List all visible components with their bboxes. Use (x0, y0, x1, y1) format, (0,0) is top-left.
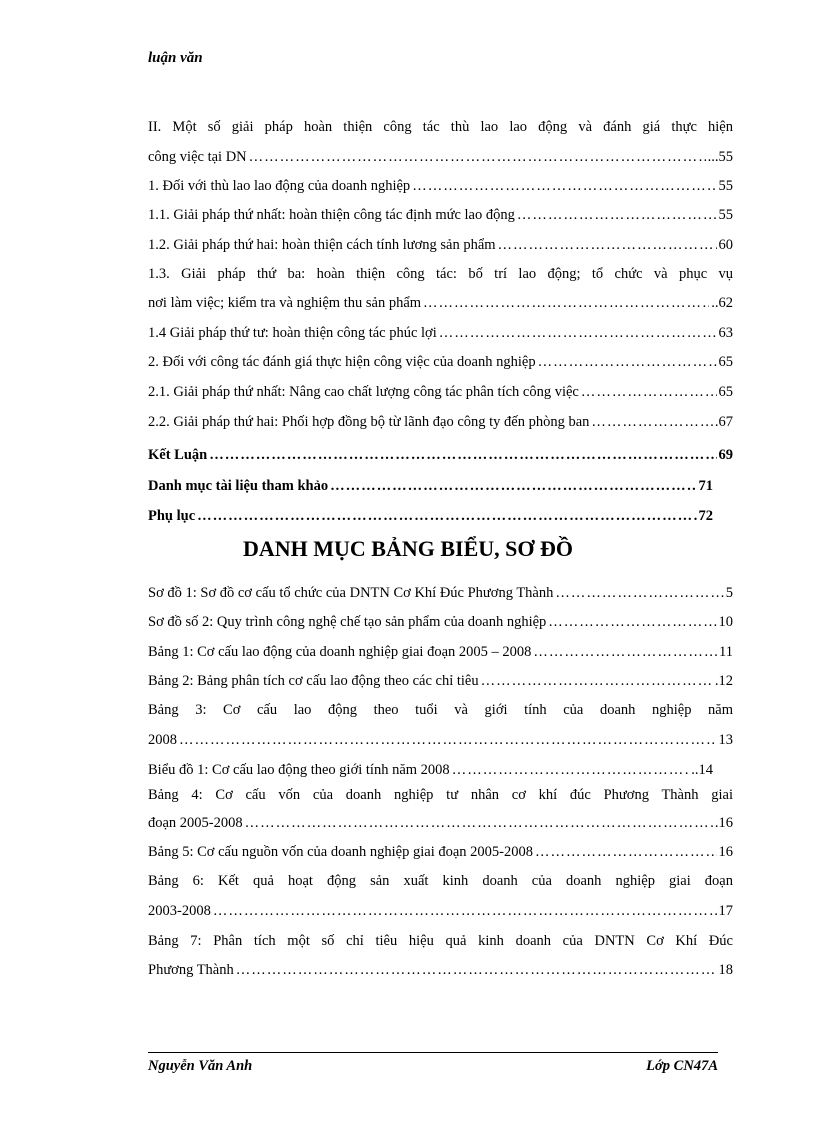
dot-leader (423, 293, 709, 313)
toc-entry[interactable] (148, 642, 733, 662)
entry-title: 2.2. Giải pháp thứ hai: Phối hợp đồng bộ từ lãnh đạo công ty đến phòng ban (148, 414, 590, 430)
page-number: 65 (718, 354, 733, 370)
dot-leader (209, 445, 716, 465)
footer-author: Nguyễn Văn Anh (148, 1058, 253, 1074)
dot-leader (412, 176, 716, 196)
dot-leader (179, 730, 717, 750)
toc-entry[interactable] (148, 476, 713, 496)
entry-title: 2. Đối với công tác đánh giá thực hiện công việc của doanh nghiệp (148, 354, 536, 370)
page-number: ..14 (691, 762, 713, 778)
toc-entry[interactable] (148, 760, 713, 780)
dot-leader (236, 960, 717, 980)
toc-entry[interactable] (148, 412, 733, 432)
toc-entry[interactable] (148, 960, 733, 980)
toc-entry[interactable] (148, 205, 733, 225)
toc-entry[interactable] (148, 382, 733, 402)
running-header: luận văn (148, 50, 203, 66)
entry-title: Danh mục tài liệu tham khảo (148, 478, 329, 494)
page-number: 17 (718, 903, 733, 919)
page-number: .12 (714, 673, 733, 689)
entry-title: Bảng 2: Bảng phân tích cơ cấu lao động theo các chỉ tiêu (148, 673, 479, 689)
page-number: 5 (725, 585, 733, 601)
page-number: 55 (718, 207, 733, 223)
entry-title: 2003-2008 (148, 903, 211, 919)
dot-leader (517, 205, 717, 225)
toc-entry[interactable] (148, 147, 733, 167)
dot-leader (591, 412, 712, 432)
entry-title: công việc tại DN (148, 149, 247, 165)
page-number: 69 (718, 447, 733, 463)
page-number: 55 (718, 178, 733, 194)
page-number: .67 (714, 414, 733, 430)
dot-leader (548, 612, 716, 632)
entry-title: Bảng 1: Cơ cấu lao động của doanh nghiệp giai đoạn 2005 – 2008 (148, 644, 532, 660)
toc-entry[interactable] (148, 583, 733, 603)
toc-entry[interactable] (148, 901, 733, 921)
entry-title: 1.1. Giải pháp thứ nhất: hoàn thiện công tác định mức lao động (148, 207, 515, 223)
entry-title: nơi làm việc; kiểm tra và nghiệm thu sản phẩm (148, 295, 422, 311)
dot-leader (533, 642, 717, 662)
dot-leader (439, 323, 717, 343)
toc-entry[interactable] (148, 176, 733, 196)
page-number: 71 (698, 478, 713, 494)
entry-line: Bảng 7: Phân tích một số chỉ tiêu hiệu quả kinh doanh của DNTN Cơ Khí Đúc (148, 933, 733, 949)
entry-title: Bảng 5: Cơ cấu nguồn vốn của doanh nghiệp giai đoạn 2005-2008 (148, 844, 534, 860)
dot-leader (245, 813, 713, 833)
page-number: 65 (718, 384, 733, 400)
dot-leader (581, 382, 717, 402)
dot-leader (535, 842, 716, 862)
list-title: DANH MỤC BẢNG BIỂU, SƠ ĐỒ (242, 536, 574, 561)
dot-leader (249, 147, 706, 167)
toc-entry[interactable] (148, 293, 733, 313)
toc-entry[interactable] (148, 730, 733, 750)
entry-line: Bảng 3: Cơ cấu lao động theo tuổi và giới tính của doanh nghiệp năm (148, 702, 733, 718)
page-number: .16 (714, 815, 733, 831)
entry-title: 1.4 Giải pháp thứ tư: hoàn thiện công tác phúc lợi (148, 325, 437, 341)
dot-leader (555, 583, 723, 603)
entry-title: 1. Đối với thù lao lao động của doanh nghiệp (148, 178, 411, 194)
entry-line: 1.3. Giải pháp thứ ba: hoàn thiện công tác: bố trí lao động; tổ chức và phục vụ (148, 266, 733, 282)
entry-title: đoạn 2005-2008 (148, 815, 243, 831)
entry-line: Bảng 6: Kết quả hoạt động sản xuất kinh doanh của doanh nghiệp giai đoạn (148, 873, 733, 889)
page-number: 10 (718, 614, 733, 630)
dot-leader (498, 235, 717, 255)
dot-leader (481, 671, 713, 691)
toc-entry[interactable] (148, 813, 733, 833)
entry-title: Phương Thành (148, 962, 234, 978)
page-number: 13 (718, 732, 733, 748)
entry-title: 2008 (148, 732, 177, 748)
dot-leader (213, 901, 717, 921)
dot-leader (197, 506, 696, 526)
entry-title: 1.2. Giải pháp thứ hai: hoàn thiện cách tính lương sản phẩm (148, 237, 496, 253)
page-number: 18 (718, 962, 733, 978)
entry-title: Biểu đồ 1: Cơ cấu lao động theo giới tính năm 2008 (148, 762, 450, 778)
entry-line: Bảng 4: Cơ cấu vốn của doanh nghiệp tư nhân cơ khí đúc Phương Thành giai (148, 787, 733, 803)
dot-leader (452, 760, 690, 780)
page-number: ...55 (707, 149, 733, 165)
page-number: 11 (719, 644, 733, 660)
toc-entry[interactable] (148, 671, 733, 691)
page-number: 72 (698, 508, 713, 524)
entry-title: Kết Luận (148, 447, 208, 463)
toc-entry[interactable] (148, 506, 713, 526)
entry-title: Sơ đồ số 2: Quy trình công nghệ chế tạo sản phẩm của doanh nghiệp (148, 614, 547, 630)
entry-title: Sơ đồ 1: Sơ đồ cơ cấu tổ chức của DNTN Cơ Khí Đúc Phương Thành (148, 585, 554, 601)
entry-title: 2.1. Giải pháp thứ nhất: Nâng cao chất lượng công tác phân tích công việc (148, 384, 579, 400)
dot-leader (538, 352, 717, 372)
footer-class: Lớp CN47A (646, 1058, 718, 1074)
entry-title: Phụ lục (148, 508, 196, 524)
entry-line: II. Một số giải pháp hoàn thiện công tác thù lao lao động và đánh giá thực hiện (148, 119, 733, 135)
page-number: 60 (718, 237, 733, 253)
footer-divider (148, 1052, 718, 1053)
toc-entry[interactable] (148, 842, 733, 862)
page-number: ..62 (711, 295, 733, 311)
toc-entry[interactable] (148, 323, 733, 343)
page-number: 63 (718, 325, 733, 341)
dot-leader (330, 476, 696, 496)
toc-entry[interactable] (148, 445, 733, 465)
toc-entry[interactable] (148, 235, 733, 255)
toc-entry[interactable] (148, 612, 733, 632)
page-number: 16 (718, 844, 733, 860)
toc-entry[interactable] (148, 352, 733, 372)
